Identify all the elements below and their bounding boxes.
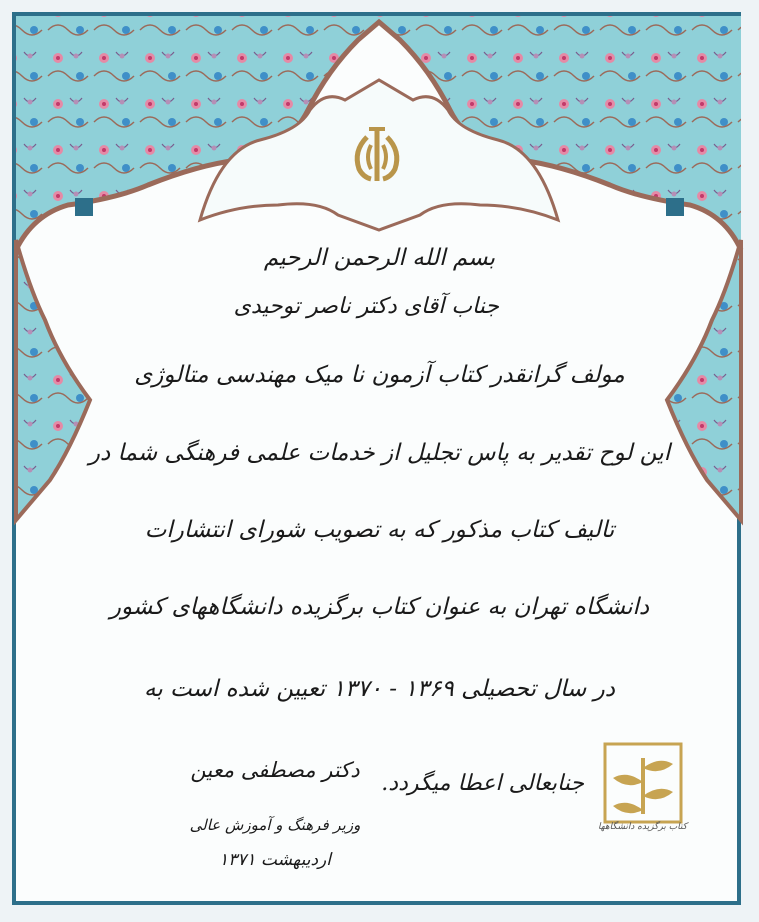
body-line-2: مولف گرانقدر کتاب آزمون نا میک مهندسی متالوژی <box>134 362 625 388</box>
body-line-4: تالیف کتاب مذکور که به تصویب شورای انتشارات <box>144 517 615 543</box>
signature-date: اردیبهشت ۱۳۷۱ <box>219 850 331 870</box>
body-line-6: در سال تحصیلی ۱۳۶۹ - ۱۳۷۰ تعیین شده است به <box>144 676 615 702</box>
bismillah-heading: بسم الله الرحمن الرحیم <box>263 245 496 271</box>
iran-emblem-icon <box>345 123 409 187</box>
body-line-7: جنابعالی اعطا میگردد. <box>381 771 584 796</box>
recipient-line: جناب آقای دکتر ناصر توحیدی <box>233 294 499 319</box>
signatory-title: وزیر فرهنگ و آموزش عالی <box>189 816 361 834</box>
body-line-5: دانشگاه تهران به عنوان کتاب برگزیده دانشگاههای کشور <box>109 594 650 620</box>
body-line-3: این لوح تقدیر به پاس تجلیل از خدمات علمی فرهنگی شما در <box>88 440 671 466</box>
logo-caption: کتاب برگزیده دانشگاهها <box>598 822 687 832</box>
signatory-name: دکتر مصطفی معین <box>190 758 360 782</box>
